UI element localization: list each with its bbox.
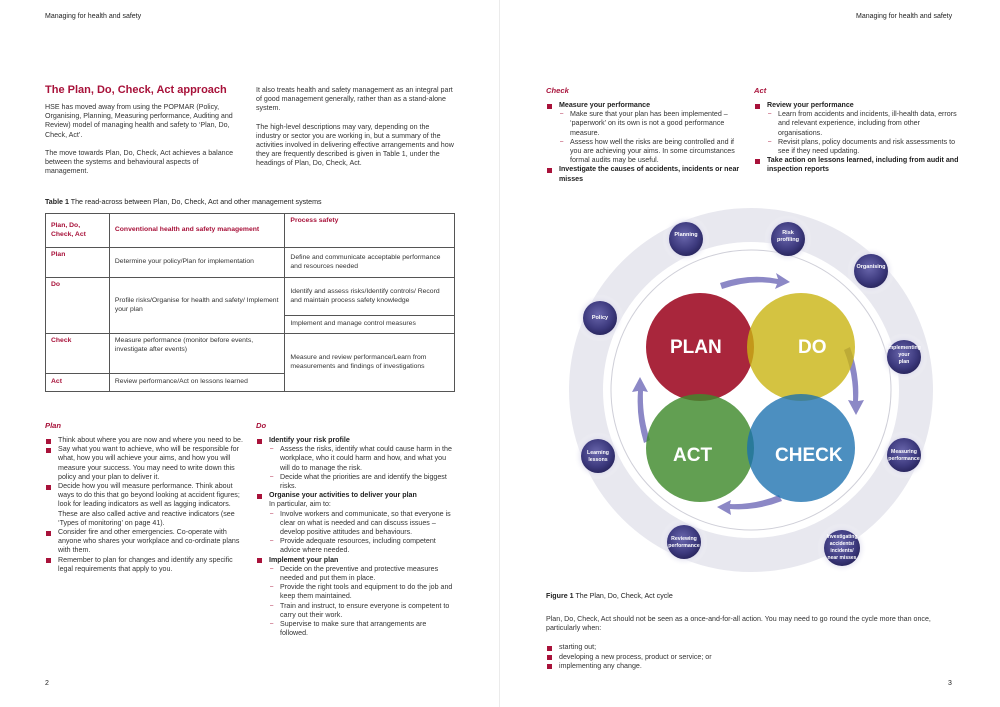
table-header-pdca: Plan, Do, Check, Act [46,214,110,248]
list-item: Decide how you will measure performance. Think about ways to do this that go beyond looking at accident figures; look for leading indicators as well as lagging indicators. These are also called active and reactive indicators (see ‘Types of monitoring’ on page 41). [45,482,245,528]
node-label-line1: Risk [782,230,794,236]
table-cell-conventional: Determine your policy/Plan for implementation [109,248,285,278]
node-label-line1: Measuring [891,449,917,455]
node-label-line2: accidents/ [829,541,855,547]
check-heading: Measure your performance [559,101,651,109]
list-item [754,101,959,156]
table-header-process: Process safety [285,214,455,248]
list-item [256,436,456,491]
table-cell-conventional: Measure performance (monitor before events, investigate after events) [109,334,285,374]
closing-text [546,615,956,671]
table-cell-process: Identify and assess risks/Identify controls/ Record and maintain process safety knowledge [285,278,455,316]
node-planning [662,215,710,263]
node-label-line4: near misses [827,555,857,561]
node-disc [669,222,703,256]
arrow-top [720,273,790,289]
do-heading: Identify your risk profile [269,436,350,444]
act-list [754,101,959,175]
node-label-line2: lessons [588,457,608,463]
intro-column-2 [256,86,456,169]
list-item: Investigate the causes of accidents, incidents or near misses [546,165,746,183]
right-page [500,0,1000,707]
intro-paragraph-2: The move towards Plan, Do, Check, Act achieves a balance between the systems and behavioural aspects of management. [45,148,234,176]
intro-paragraph-4: The high-level descriptions may vary, depending on the industry or sector you are working in, but a summary of the activities involved in delivering effective arrangements and how they are frequently described is given in Table 1, under the headings of Plan, Do, Check, Act. [256,122,454,168]
node-label: Policy [591,315,609,321]
sub-item: – Assess the risks, identify what could cause harm in the workplace, who it could harm and how, and what you will do to manage the risk. [269,445,456,473]
sub-item: – Learn from accidents and incidents, ill-health data, errors and relevant experience, including from other organisations. [767,110,959,138]
node-label: Planning [674,232,698,238]
sub-item: – Supervise to make sure that arrangements are followed. [269,620,456,638]
read-across-table [45,213,455,392]
inner-ring-line [611,250,891,530]
node-label-line1: Implementing [887,345,921,351]
table-header-conventional: Conventional health and safety management [109,214,285,248]
list-item [546,101,746,165]
list-item [256,491,456,555]
table-cell-label: Act [46,374,110,392]
check-list [546,101,746,184]
figure-caption [546,592,673,600]
list-item: developing a new process, product or service; or [546,653,956,662]
node-label-line2: performance [888,456,920,462]
do-section-label: Do [256,421,267,430]
node-label-line2: performance [668,543,700,549]
table-caption-text: The read-across between Plan, Do, Check, Act and other management systems [70,198,322,206]
table-cell-process: Implement and manage control measures [285,316,455,334]
running-head-left: Managing for health and safety [45,13,142,20]
table-cell-conventional: Profile risks/Organise for health and safety/ Implement your plan [109,278,285,334]
pdca-cycle-diagram [560,205,950,585]
table-header-row [46,214,455,248]
table-cell-process: Define and communicate acceptable performance and resources needed [285,248,455,278]
list-item: Remember to plan for changes and identify any specific legal requirements that apply to you. [45,556,245,574]
sub-item: – Involve workers and communicate, so that everyone is clear on what is needed and can discuss issues – develop positive attitudes and behaviours. [269,510,456,538]
do-label: DO [798,337,827,358]
check-section [546,86,746,184]
sub-item: – Revisit plans, policy documents and risk assessments to see if they need updating. [767,138,959,156]
node-label-line3: plan [898,359,910,365]
node-label-line2: profiling [777,237,799,243]
sub-item: – Assess how well the risks are being controlled and if you are achieving your aims. In some circumstances formal audits may be useful. [559,138,746,166]
node-risk-profiling [764,215,812,263]
node-disc [667,525,701,559]
closing-paragraph: Plan, Do, Check, Act should not be seen as a once-and-for-all action. You may need to go round the cycle more than once, particularly when: [546,615,931,633]
plan-section-label: Plan [45,421,62,430]
do-section [256,421,456,638]
list-item [256,556,456,639]
intro-paragraph-1: HSE has moved away from using the POPMAR (Policy, Organising, Planning, Measuring performance, Auditing and Review) model of managing health and safety to ‘Plan, Do, Check, Act’. [45,103,233,139]
node-policy [576,294,624,342]
arrow-left [632,377,650,443]
node-learning [574,432,622,480]
plan-section [45,421,245,574]
node-disc [887,438,921,472]
figure-caption-label: Figure 1 [546,592,574,600]
running-head-right: Managing for health and safety [856,13,953,20]
node-organising [847,247,895,295]
act-sublist [767,110,959,156]
check-label: CHECK [775,445,843,466]
sub-item: – Train and instruct, to ensure everyone is competent to carry out their work. [269,602,456,620]
figure-caption-text: The Plan, Do, Check, Act cycle [575,592,673,600]
intro-column-1 [45,103,243,176]
table-caption [45,198,322,206]
do-sublist [269,510,456,556]
act-section-label: Act [754,86,767,95]
sub-item: – Make sure that your plan has been implemented – ‘paperwork’ on its own is not a good performance measure. [559,110,746,138]
node-disc [581,439,615,473]
do-heading: Implement your plan [269,555,339,564]
page-title: The Plan, Do, Check, Act approach [45,84,227,96]
sub-item: – Decide on the preventive and protective measures needed and put them in place. [269,565,456,583]
list-item: starting out; [546,643,956,652]
table-cell-process: Measure and review performance/Learn from measurements and findings of investigations [285,334,455,392]
plan-label: PLAN [670,337,722,358]
page-number-right: 3 [948,680,952,687]
table-row-do-a [46,278,455,316]
do-heading: Organise your activities to deliver your plan [269,491,417,500]
table-row-plan [46,248,455,278]
arrow-bottom [717,495,782,515]
act-label: ACT [673,445,713,466]
closing-list [546,643,956,671]
node-implementing [880,333,928,381]
node-label: Organising [856,264,886,270]
table-cell-label: Plan [46,248,110,278]
table-caption-label: Table 1 [45,198,69,206]
do-intro: In particular, aim to: [269,500,331,509]
node-label-line3: incidents/ [830,548,854,554]
check-section-label: Check [546,86,569,95]
sub-item: – Provide the right tools and equipment to do the job and keep them maintained. [269,583,456,601]
list-item: Say what you want to achieve, who will be responsible for what, how you will achieve your aims, and how you will measure your success. You may need to write down this policy and your plan to deliver it. [45,445,245,482]
table-cell-conventional: Review performance/Act on lessons learned [109,374,285,392]
node-label-line1: Investigating [826,534,858,540]
node-label-line2: your [898,352,910,358]
sub-item: – Provide adequate resources, including competent advice where needed. [269,537,456,555]
list-item: implementing any change. [546,662,956,671]
check-sublist [559,110,746,165]
table-cell-label: Do [46,278,110,334]
list-item: Take action on lessons learned, including from audit and inspection reports [754,156,959,174]
list-item: Consider fire and other emergencies. Co-operate with anyone who shares your workplace and co-ordinate plans with them. [45,528,245,556]
do-sublist [269,565,456,639]
node-investigating [817,523,867,573]
table-cell-label: Check [46,334,110,374]
list-item: Think about where you are now and where you need to be. [45,436,245,445]
node-measuring [880,431,928,479]
node-label-line1: Reviewing [671,536,697,542]
intro-paragraph-3: It also treats health and safety management as an integral part of good management generally, rather than as a stand-alone system. [256,86,453,113]
act-heading: Review your performance [767,101,854,109]
node-disc [854,254,888,288]
do-list [256,436,456,638]
act-section [754,86,959,175]
table-row-check [46,334,455,374]
page-number-left: 2 [45,680,49,687]
do-sublist [269,445,456,491]
node-reviewing [660,518,708,566]
sub-item: – Decide what the priorities are and identify the biggest risks. [269,473,456,491]
node-label-line1: Learning [587,450,609,456]
plan-list [45,436,245,574]
